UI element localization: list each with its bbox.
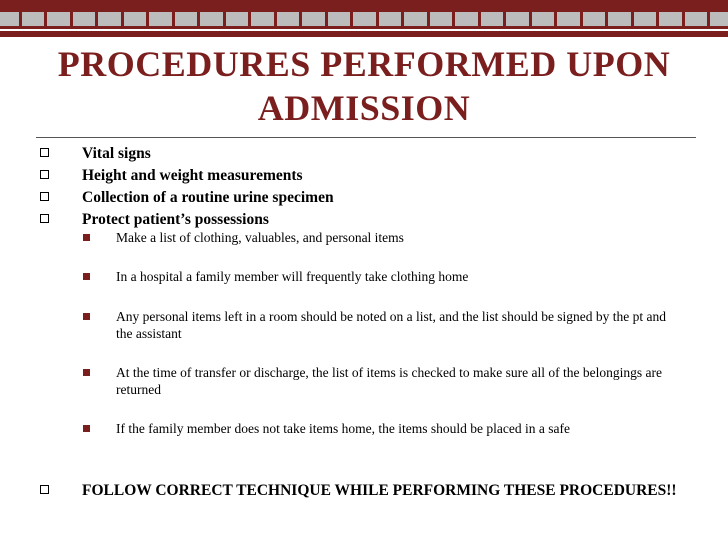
hollow-square-icon xyxy=(40,214,49,223)
filled-square-icon xyxy=(83,425,90,432)
sub-bullet-item xyxy=(80,268,680,285)
sub-bullet-item xyxy=(80,308,680,342)
top-decorative-band xyxy=(0,0,728,40)
sub-bullet-text: Any personal items left in a room should be noted on a list, and the list should be signed by the pt and the assistant xyxy=(116,309,667,341)
main-bullet-item xyxy=(40,165,700,187)
main-bullet-text: Height and weight measurements xyxy=(82,167,303,184)
title-divider xyxy=(36,137,696,138)
sub-bullet-text: In a hospital a family member will frequently take clothing home xyxy=(116,269,469,284)
main-bullet-text: Vital signs xyxy=(82,145,151,162)
main-bullet-text: Collection of a routine urine specimen xyxy=(82,189,334,206)
filled-square-icon xyxy=(83,234,90,241)
filled-square-icon xyxy=(83,313,90,320)
main-bullet-list xyxy=(40,143,700,231)
sub-bullet-text: Make a list of clothing, valuables, and personal items xyxy=(116,230,404,245)
hollow-square-icon xyxy=(40,485,49,494)
hollow-square-icon xyxy=(40,170,49,179)
hollow-square-icon xyxy=(40,192,49,201)
sub-bullet-list xyxy=(80,229,680,437)
sub-bullet-item xyxy=(80,364,680,398)
slide-title: PROCEDURES PERFORMED UPON ADMISSION xyxy=(57,44,671,128)
main-bullet-item xyxy=(40,187,700,209)
band-gray-cells xyxy=(0,12,728,26)
main-bullet-item xyxy=(40,143,700,165)
sub-bullet-text: If the family member does not take items home, the items should be placed in a safe xyxy=(116,421,570,436)
final-bullet-item xyxy=(40,481,680,500)
main-bullet-item xyxy=(40,209,700,231)
hollow-square-icon xyxy=(40,148,49,157)
filled-square-icon xyxy=(83,369,90,376)
band-thin-stripe xyxy=(0,31,728,37)
sub-bullet-text: At the time of transfer or discharge, the list of items is checked to make sure all of the belongings are returned xyxy=(116,365,662,397)
main-bullet-text: Protect patient’s possessions xyxy=(82,211,269,228)
filled-square-icon xyxy=(83,273,90,280)
sub-bullet-item xyxy=(80,229,680,246)
final-bullet-text: FOLLOW CORRECT TECHNIQUE WHILE PERFORMING THESE PROCEDURES!! xyxy=(82,482,677,499)
sub-bullet-item xyxy=(80,420,680,437)
